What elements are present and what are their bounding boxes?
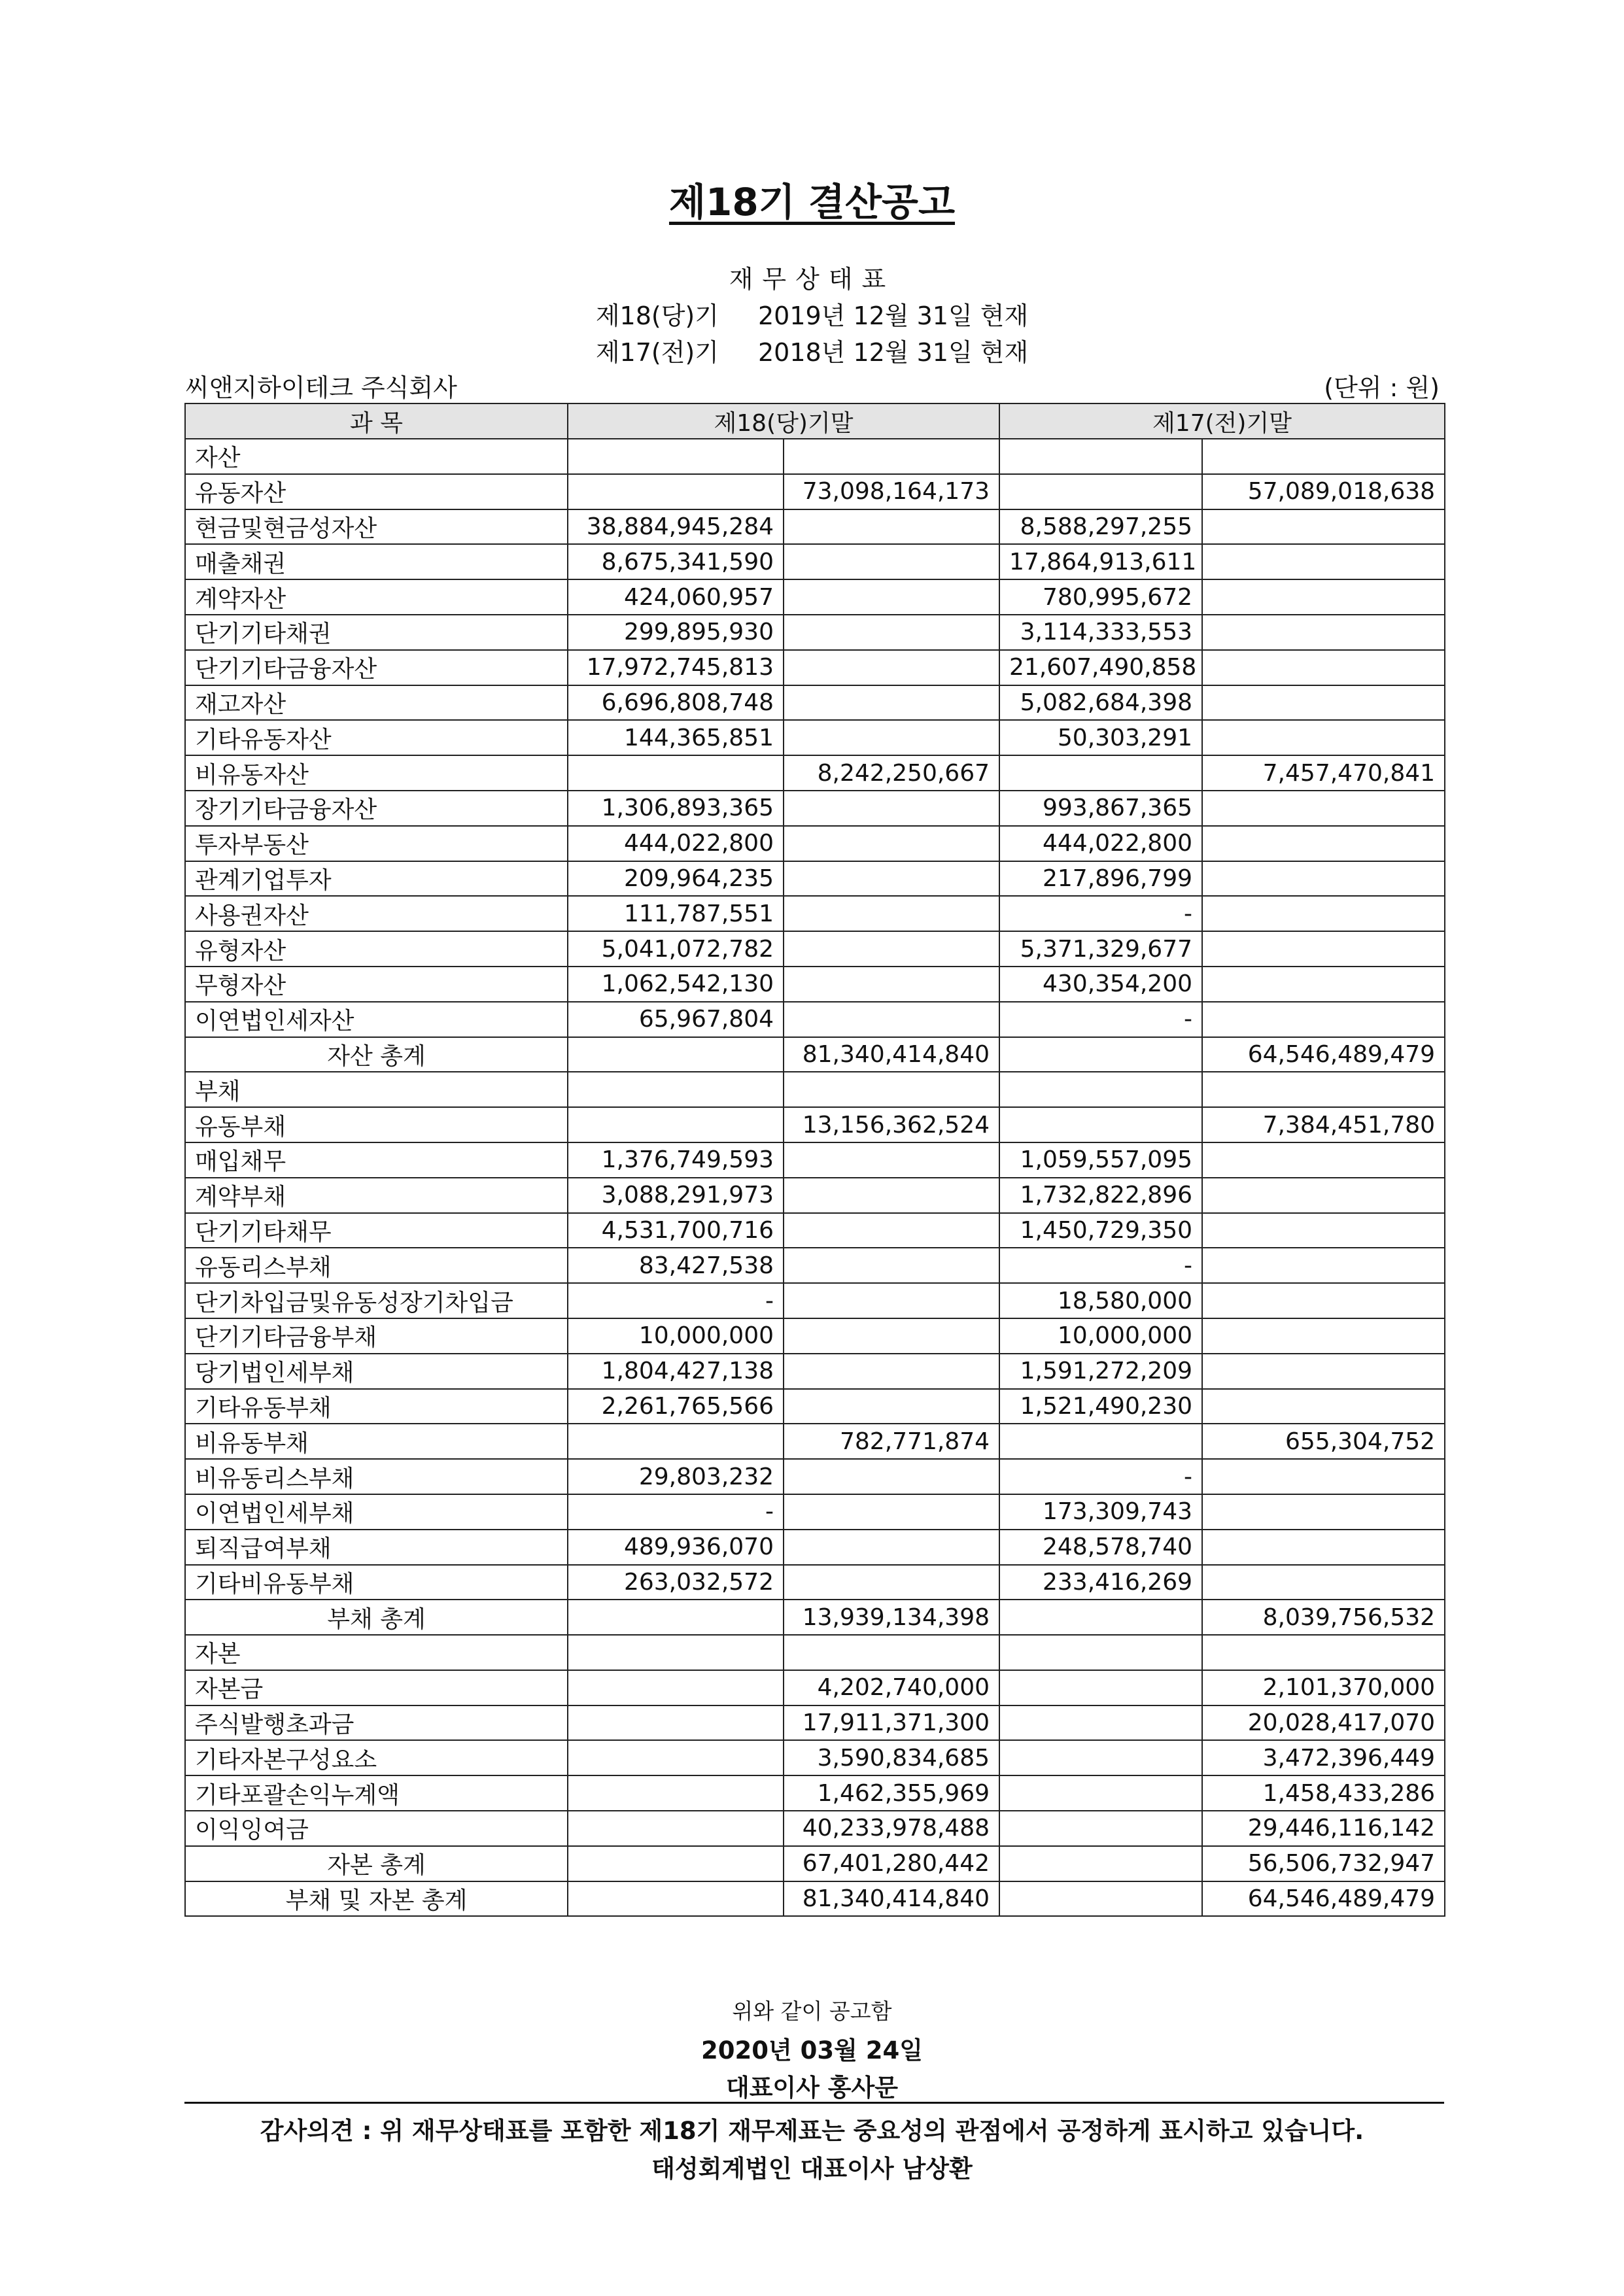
table-row [185, 1600, 1445, 1635]
account-name: 유동부채 [185, 1107, 568, 1142]
prior-detail-amount: 1,059,557,095 [999, 1142, 1202, 1178]
document-title: 제18기 결산공고 [668, 180, 956, 224]
account-name: 단기기타채무 [185, 1213, 568, 1248]
account-name: 매출채권 [185, 544, 568, 579]
current-detail-amount: 489,936,070 [568, 1530, 784, 1565]
prior-detail-amount: 5,082,684,398 [999, 685, 1202, 721]
table-row [185, 1354, 1445, 1389]
header-current-period: 제18(당)기말 [568, 403, 999, 439]
account-name: 기타유동부채 [185, 1389, 568, 1424]
prior-detail-amount: 10,000,000 [999, 1318, 1202, 1354]
current-subtotal-amount [784, 1178, 999, 1213]
prior-detail-amount: 993,867,365 [999, 791, 1202, 826]
account-name: 단기기타금융자산 [185, 650, 568, 685]
auditor-name: 태성회계법인 대표이사 남상환 [651, 2155, 973, 2183]
account-name: 자산 [185, 439, 568, 474]
current-subtotal-amount: 8,242,250,667 [784, 755, 999, 791]
prior-detail-amount: 17,864,913,611 [999, 544, 1202, 579]
table-row [185, 1107, 1445, 1142]
prior-detail-amount: 248,578,740 [999, 1530, 1202, 1565]
prior-subtotal-amount [1202, 685, 1445, 721]
prior-detail-amount [999, 1846, 1202, 1881]
current-detail-amount [568, 1635, 784, 1670]
prior-detail-amount: - [999, 896, 1202, 931]
table-body [185, 439, 1445, 1916]
account-name: 부채 및 자본 총계 [185, 1881, 568, 1917]
account-name: 비유동부채 [185, 1424, 568, 1459]
current-detail-amount: 8,675,341,590 [568, 544, 784, 579]
prior-subtotal-amount [1202, 1142, 1445, 1178]
account-name: 이연법인세부채 [185, 1494, 568, 1530]
table-row [185, 1318, 1445, 1354]
current-detail-amount: 83,427,538 [568, 1248, 784, 1283]
account-name: 현금및현금성자산 [185, 509, 568, 545]
prior-subtotal-amount: 57,089,018,638 [1202, 474, 1445, 509]
current-subtotal-amount [784, 967, 999, 1002]
prior-detail-amount [999, 1424, 1202, 1459]
current-detail-amount: 1,804,427,138 [568, 1354, 784, 1389]
current-detail-amount: 424,060,957 [568, 579, 784, 615]
table-row [185, 791, 1445, 826]
prior-detail-amount: 444,022,800 [999, 826, 1202, 861]
account-name: 재고자산 [185, 685, 568, 721]
prior-subtotal-amount: 1,458,433,286 [1202, 1775, 1445, 1811]
prior-detail-amount: - [999, 1002, 1202, 1037]
period-prior-label: 제17(전)기 [595, 338, 719, 367]
table-row [185, 509, 1445, 545]
current-subtotal-amount: 73,098,164,173 [784, 474, 999, 509]
prior-subtotal-amount [1202, 1318, 1445, 1354]
current-detail-amount: 17,972,745,813 [568, 650, 784, 685]
prior-detail-amount [999, 1107, 1202, 1142]
period-current-date: 2019년 12월 31일 현재 [757, 301, 1029, 330]
table-row [185, 1459, 1445, 1494]
table-row [185, 1740, 1445, 1775]
table-row [185, 439, 1445, 474]
account-name: 주식발행초과금 [185, 1705, 568, 1741]
table-row [185, 931, 1445, 967]
current-subtotal-amount [784, 720, 999, 755]
current-subtotal-amount [784, 1248, 999, 1283]
current-detail-amount [568, 1072, 784, 1107]
prior-subtotal-amount: 7,457,470,841 [1202, 755, 1445, 791]
table-row [185, 1072, 1445, 1107]
unit-label: (단위 : 원) [1324, 373, 1440, 402]
current-detail-amount: 10,000,000 [568, 1318, 784, 1354]
account-name: 무형자산 [185, 967, 568, 1002]
table-row [185, 1635, 1445, 1670]
table-row [185, 1670, 1445, 1705]
current-subtotal-amount [784, 1635, 999, 1670]
account-name: 기타자본구성요소 [185, 1740, 568, 1775]
prior-subtotal-amount [1202, 1565, 1445, 1600]
current-subtotal-amount: 1,462,355,969 [784, 1775, 999, 1811]
table-row [185, 861, 1445, 897]
header-prior-period: 제17(전)기말 [999, 403, 1445, 439]
account-name: 단기차입금및유동성장기차입금 [185, 1283, 568, 1318]
period-prior-date: 2018년 12월 31일 현재 [757, 338, 1029, 367]
prior-detail-amount: 217,896,799 [999, 861, 1202, 897]
current-subtotal-amount [784, 826, 999, 861]
current-subtotal-amount: 81,340,414,840 [784, 1881, 999, 1917]
prior-detail-amount: 1,732,822,896 [999, 1178, 1202, 1213]
current-detail-amount [568, 1811, 784, 1846]
account-name: 기타유동자산 [185, 720, 568, 755]
prior-detail-amount [999, 439, 1202, 474]
prior-subtotal-amount [1202, 791, 1445, 826]
current-subtotal-amount [784, 896, 999, 931]
table-row [185, 755, 1445, 791]
table-row [185, 1178, 1445, 1213]
prior-subtotal-amount [1202, 1248, 1445, 1283]
account-name: 투자부동산 [185, 826, 568, 861]
period-current [0, 296, 1624, 332]
account-name: 자본금 [185, 1670, 568, 1705]
current-subtotal-amount [784, 544, 999, 579]
prior-detail-amount: 1,521,490,230 [999, 1389, 1202, 1424]
current-detail-amount: 444,022,800 [568, 826, 784, 861]
prior-detail-amount [999, 1072, 1202, 1107]
current-subtotal-amount [784, 1565, 999, 1600]
account-name: 사용권자산 [185, 896, 568, 931]
account-name: 퇴직급여부채 [185, 1530, 568, 1565]
table-header-row [185, 403, 1445, 439]
prior-subtotal-amount [1202, 861, 1445, 897]
account-name: 관계기업투자 [185, 861, 568, 897]
current-subtotal-amount [784, 931, 999, 967]
current-detail-amount: - [568, 1283, 784, 1318]
current-subtotal-amount: 40,233,978,488 [784, 1811, 999, 1846]
current-detail-amount: 1,062,542,130 [568, 967, 784, 1002]
current-detail-amount: 29,803,232 [568, 1459, 784, 1494]
table-row [185, 1494, 1445, 1530]
prior-subtotal-amount [1202, 1072, 1445, 1107]
statement-name: 재무상태표 [729, 265, 895, 294]
account-name: 부채 총계 [185, 1600, 568, 1635]
prior-detail-amount: - [999, 1248, 1202, 1283]
account-name: 유동리스부채 [185, 1248, 568, 1283]
prior-subtotal-amount [1202, 1002, 1445, 1037]
prior-subtotal-amount [1202, 826, 1445, 861]
notice-text: 위와 같이 공고함 [732, 1998, 892, 2024]
current-subtotal-amount [784, 1530, 999, 1565]
prior-subtotal-amount [1202, 1178, 1445, 1213]
account-name: 이익잉여금 [185, 1811, 568, 1846]
current-detail-amount [568, 1740, 784, 1775]
prior-subtotal-amount [1202, 509, 1445, 545]
prior-detail-amount [999, 1775, 1202, 1811]
table-row [185, 1881, 1445, 1917]
current-detail-amount: - [568, 1494, 784, 1530]
header-account: 과 목 [185, 403, 568, 439]
current-subtotal-amount [784, 1002, 999, 1037]
current-subtotal-amount [784, 439, 999, 474]
prior-subtotal-amount [1202, 1459, 1445, 1494]
account-name: 기타포괄손익누계액 [185, 1775, 568, 1811]
current-detail-amount: 3,088,291,973 [568, 1178, 784, 1213]
prior-detail-amount: 50,303,291 [999, 720, 1202, 755]
table-row [185, 1775, 1445, 1811]
prior-detail-amount: 1,450,729,350 [999, 1213, 1202, 1248]
table-row [185, 615, 1445, 650]
current-detail-amount [568, 1705, 784, 1741]
current-subtotal-amount [784, 1213, 999, 1248]
company-name: 씨앤지하이테크 주식회사 [185, 373, 457, 402]
current-subtotal-amount: 81,340,414,840 [784, 1037, 999, 1072]
prior-subtotal-amount [1202, 579, 1445, 615]
prior-detail-amount: 8,588,297,255 [999, 509, 1202, 545]
prior-detail-amount: 173,309,743 [999, 1494, 1202, 1530]
prior-detail-amount: 18,580,000 [999, 1283, 1202, 1318]
prior-detail-amount: 3,114,333,553 [999, 615, 1202, 650]
table-row [185, 896, 1445, 931]
notice-date: 2020년 03월 24일 [701, 2036, 923, 2065]
prior-subtotal-amount: 655,304,752 [1202, 1424, 1445, 1459]
prior-subtotal-amount [1202, 544, 1445, 579]
table-row [185, 1213, 1445, 1248]
table-row [185, 1142, 1445, 1178]
current-subtotal-amount: 13,939,134,398 [784, 1600, 999, 1635]
prior-detail-amount [999, 755, 1202, 791]
table-row [185, 720, 1445, 755]
prior-subtotal-amount: 29,446,116,142 [1202, 1811, 1445, 1846]
table-row [185, 1002, 1445, 1037]
account-name: 기타비유동부채 [185, 1565, 568, 1600]
table-row [185, 579, 1445, 615]
current-detail-amount: 5,041,072,782 [568, 931, 784, 967]
prior-detail-amount: 430,354,200 [999, 967, 1202, 1002]
table-row [185, 1283, 1445, 1318]
account-name: 계약부채 [185, 1178, 568, 1213]
prior-subtotal-amount [1202, 1494, 1445, 1530]
current-detail-amount: 1,376,749,593 [568, 1142, 784, 1178]
current-subtotal-amount [784, 579, 999, 615]
prior-detail-amount: 21,607,490,858 [999, 650, 1202, 685]
prior-subtotal-amount [1202, 1354, 1445, 1389]
table-row [185, 474, 1445, 509]
current-detail-amount: 38,884,945,284 [568, 509, 784, 545]
table-row [185, 1565, 1445, 1600]
prior-detail-amount [999, 1600, 1202, 1635]
current-subtotal-amount [784, 615, 999, 650]
current-subtotal-amount [784, 861, 999, 897]
current-subtotal-amount: 67,401,280,442 [784, 1846, 999, 1881]
prior-subtotal-amount: 2,101,370,000 [1202, 1670, 1445, 1705]
account-name: 비유동리스부채 [185, 1459, 568, 1494]
prior-detail-amount [999, 1670, 1202, 1705]
table-row [185, 1389, 1445, 1424]
current-detail-amount [568, 1037, 784, 1072]
table-row [185, 1248, 1445, 1283]
prior-subtotal-amount [1202, 650, 1445, 685]
prior-subtotal-amount: 56,506,732,947 [1202, 1846, 1445, 1881]
prior-detail-amount: 233,416,269 [999, 1565, 1202, 1600]
current-detail-amount: 6,696,808,748 [568, 685, 784, 721]
current-subtotal-amount [784, 1459, 999, 1494]
prior-subtotal-amount [1202, 1389, 1445, 1424]
account-name: 유형자산 [185, 931, 568, 967]
account-name: 유동자산 [185, 474, 568, 509]
current-detail-amount [568, 755, 784, 791]
current-subtotal-amount [784, 1072, 999, 1107]
account-name: 비유동자산 [185, 755, 568, 791]
current-subtotal-amount: 17,911,371,300 [784, 1705, 999, 1741]
prior-detail-amount [999, 1740, 1202, 1775]
current-detail-amount: 263,032,572 [568, 1565, 784, 1600]
account-name: 계약자산 [185, 579, 568, 615]
table-row [185, 1811, 1445, 1846]
current-detail-amount [568, 1670, 784, 1705]
prior-detail-amount [999, 1881, 1202, 1917]
current-detail-amount: 209,964,235 [568, 861, 784, 897]
current-detail-amount [568, 1846, 784, 1881]
prior-subtotal-amount [1202, 1213, 1445, 1248]
balance-sheet-table [184, 403, 1445, 1917]
current-detail-amount [568, 1107, 784, 1142]
account-name: 장기기타금융자산 [185, 791, 568, 826]
current-detail-amount [568, 1775, 784, 1811]
prior-detail-amount [999, 474, 1202, 509]
audit-opinion: 감사의견 : 위 재무상태표를 포함한 제18기 재무제표는 중요성의 관점에서 공정하게 표시하고 있습니다. [260, 2117, 1364, 2145]
account-name: 매입채무 [185, 1142, 568, 1178]
prior-subtotal-amount: 7,384,451,780 [1202, 1107, 1445, 1142]
ceo-name: 대표이사 홍사문 [725, 2074, 899, 2102]
account-name: 이연법인세자산 [185, 1002, 568, 1037]
account-name: 자산 총계 [185, 1037, 568, 1072]
current-subtotal-amount [784, 1354, 999, 1389]
table-row [185, 1530, 1445, 1565]
table-row [185, 1037, 1445, 1072]
current-detail-amount [568, 474, 784, 509]
prior-detail-amount [999, 1811, 1202, 1846]
current-detail-amount: 144,365,851 [568, 720, 784, 755]
current-detail-amount: 1,306,893,365 [568, 791, 784, 826]
prior-subtotal-amount [1202, 1635, 1445, 1670]
account-name: 부채 [185, 1072, 568, 1107]
prior-subtotal-amount [1202, 1283, 1445, 1318]
current-subtotal-amount [784, 685, 999, 721]
current-detail-amount: 299,895,930 [568, 615, 784, 650]
current-subtotal-amount: 782,771,874 [784, 1424, 999, 1459]
prior-subtotal-amount [1202, 896, 1445, 931]
account-name: 단기기타채권 [185, 615, 568, 650]
table-row [185, 826, 1445, 861]
prior-subtotal-amount [1202, 439, 1445, 474]
current-detail-amount [568, 1424, 784, 1459]
account-name: 당기법인세부채 [185, 1354, 568, 1389]
table-row [185, 650, 1445, 685]
current-detail-amount [568, 1881, 784, 1917]
current-subtotal-amount [784, 791, 999, 826]
prior-detail-amount: 780,995,672 [999, 579, 1202, 615]
table-row [185, 1846, 1445, 1881]
period-prior [0, 332, 1624, 368]
current-detail-amount [568, 439, 784, 474]
prior-subtotal-amount: 8,039,756,532 [1202, 1600, 1445, 1635]
account-name: 단기기타금융부채 [185, 1318, 568, 1354]
prior-detail-amount [999, 1705, 1202, 1741]
current-detail-amount [568, 1600, 784, 1635]
prior-subtotal-amount: 20,028,417,070 [1202, 1705, 1445, 1741]
current-detail-amount: 111,787,551 [568, 896, 784, 931]
table-row [185, 544, 1445, 579]
prior-subtotal-amount: 64,546,489,479 [1202, 1037, 1445, 1072]
prior-subtotal-amount [1202, 615, 1445, 650]
current-detail-amount: 65,967,804 [568, 1002, 784, 1037]
current-subtotal-amount [784, 1494, 999, 1530]
prior-detail-amount: 1,591,272,209 [999, 1354, 1202, 1389]
current-subtotal-amount: 3,590,834,685 [784, 1740, 999, 1775]
divider-line [184, 2102, 1444, 2104]
prior-subtotal-amount [1202, 1530, 1445, 1565]
current-subtotal-amount [784, 1283, 999, 1318]
table-row [185, 1424, 1445, 1459]
prior-detail-amount: 5,371,329,677 [999, 931, 1202, 967]
current-subtotal-amount: 4,202,740,000 [784, 1670, 999, 1705]
prior-detail-amount [999, 1635, 1202, 1670]
current-subtotal-amount [784, 509, 999, 545]
table-row [185, 685, 1445, 721]
period-current-label: 제18(당)기 [595, 301, 719, 330]
prior-subtotal-amount: 64,546,489,479 [1202, 1881, 1445, 1917]
current-subtotal-amount [784, 650, 999, 685]
current-subtotal-amount: 13,156,362,524 [784, 1107, 999, 1142]
prior-subtotal-amount [1202, 967, 1445, 1002]
prior-subtotal-amount [1202, 720, 1445, 755]
prior-detail-amount: - [999, 1459, 1202, 1494]
prior-subtotal-amount [1202, 931, 1445, 967]
current-subtotal-amount [784, 1389, 999, 1424]
table-row [185, 1705, 1445, 1741]
account-name: 자본 [185, 1635, 568, 1670]
current-subtotal-amount [784, 1142, 999, 1178]
current-detail-amount: 2,261,765,566 [568, 1389, 784, 1424]
prior-detail-amount [999, 1037, 1202, 1072]
table-row [185, 967, 1445, 1002]
current-detail-amount: 4,531,700,716 [568, 1213, 784, 1248]
current-subtotal-amount [784, 1318, 999, 1354]
account-name: 자본 총계 [185, 1846, 568, 1881]
prior-subtotal-amount: 3,472,396,449 [1202, 1740, 1445, 1775]
